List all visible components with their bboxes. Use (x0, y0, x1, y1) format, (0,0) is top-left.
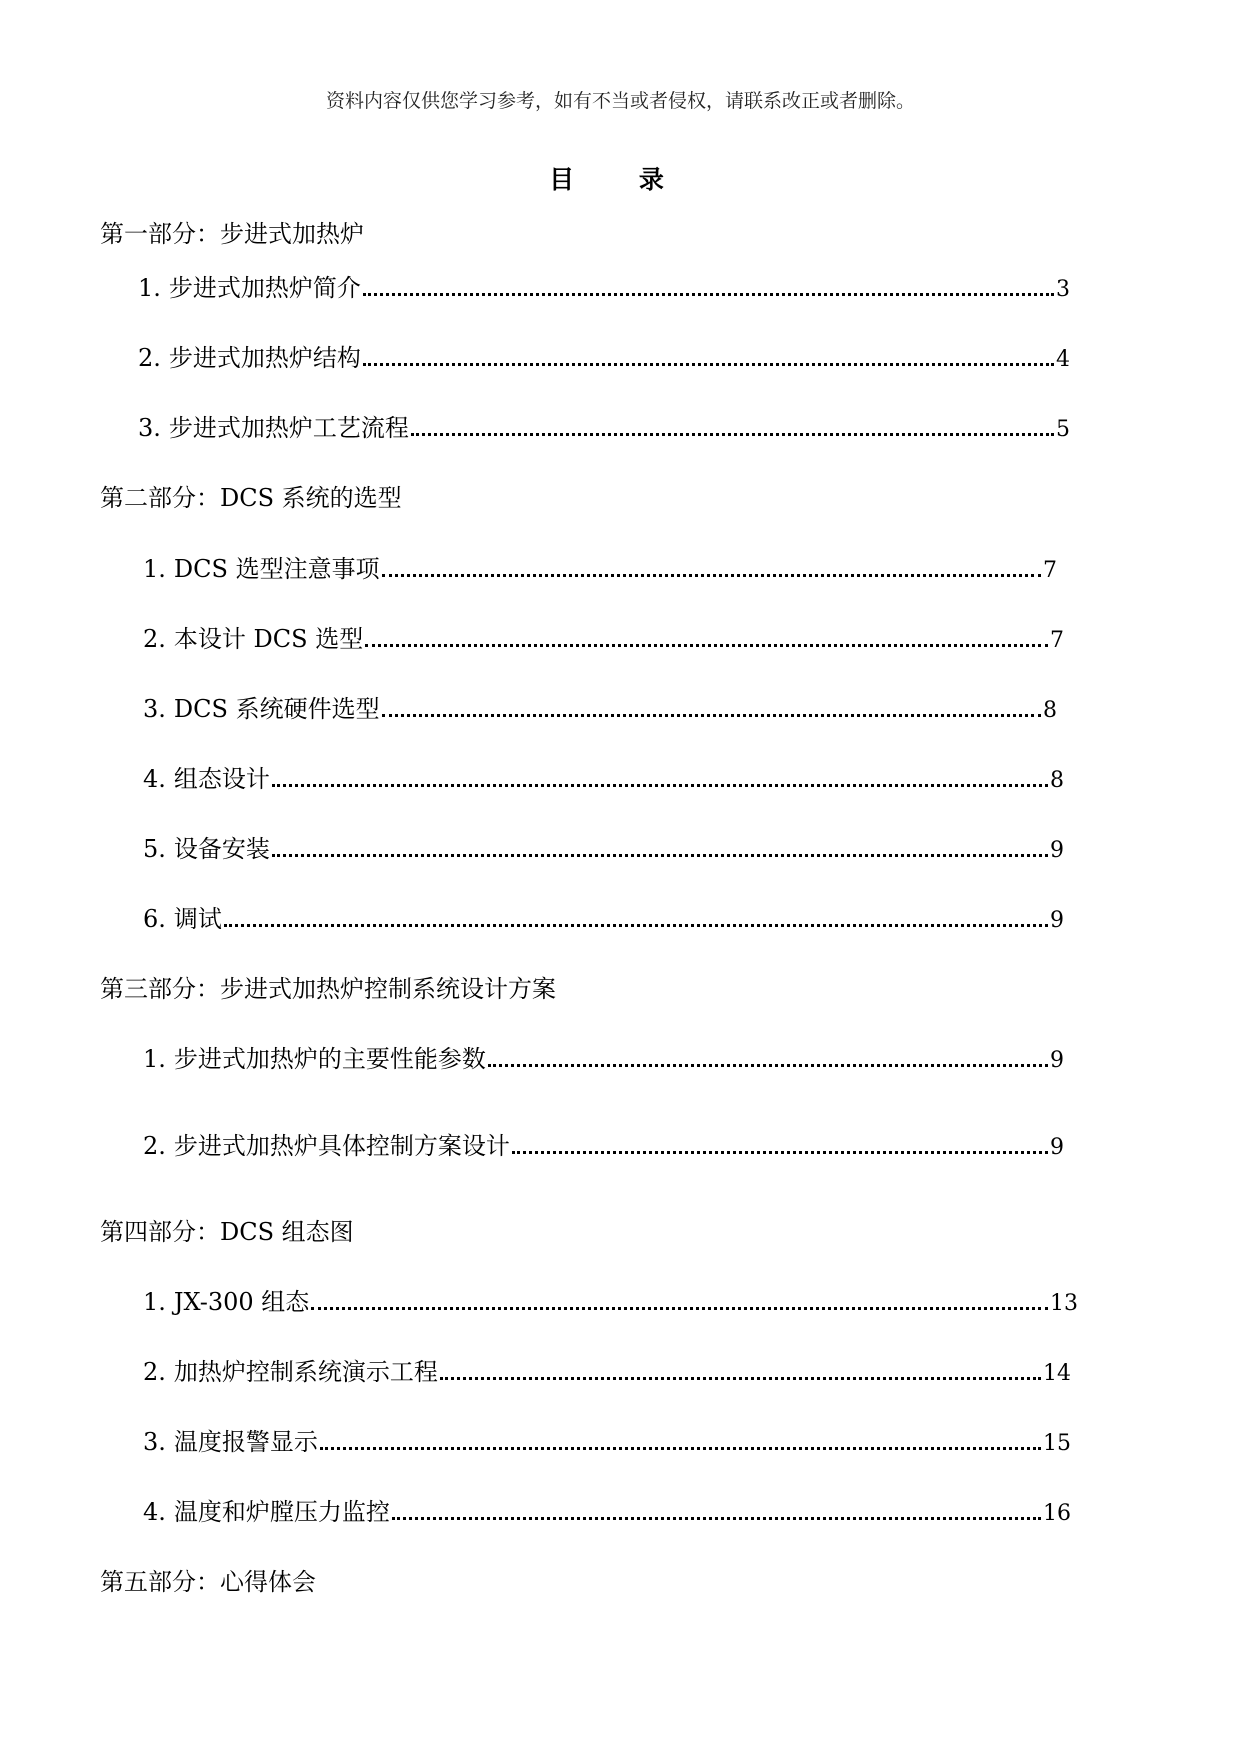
toc-entry-page: 15 (1043, 1431, 1071, 1456)
leader-dots (365, 631, 1048, 647)
toc-entry-text: 温度报警显示 (173, 1428, 318, 1456)
leader-dots (411, 420, 1054, 436)
toc-entry-number: 4. (143, 1498, 166, 1526)
leader-dots (488, 1051, 1048, 1067)
toc-entry-page: 13 (1050, 1291, 1078, 1316)
toc-entry-number: 1. (143, 555, 166, 583)
toc-entry[interactable] (143, 689, 1057, 724)
toc-entry-page: 9 (1050, 1135, 1064, 1160)
toc-entry-text: 设备安装 (173, 835, 270, 863)
toc-entry-number: 1. (143, 1288, 166, 1316)
toc-entry-page: 9 (1050, 838, 1064, 863)
toc-title: 目 录 (549, 165, 692, 194)
toc-entry[interactable] (143, 1126, 1064, 1161)
toc-entry[interactable] (143, 619, 1064, 654)
toc-entry-text: 步进式加热炉结构 (168, 344, 361, 372)
toc-entry-text: DCS 选型注意事项 (173, 555, 380, 583)
toc-entry-page: 5 (1056, 417, 1070, 442)
toc-entry-page: 16 (1043, 1501, 1071, 1526)
toc-entry-page: 8 (1043, 698, 1057, 723)
toc-entry[interactable] (143, 829, 1064, 864)
toc-entry-page: 3 (1056, 277, 1070, 302)
toc-entry-page: 4 (1056, 347, 1070, 372)
toc-entry-number: 1. (143, 1045, 166, 1073)
leader-dots (272, 841, 1048, 857)
toc-entry-text: 加热炉控制系统演示工程 (173, 1358, 438, 1386)
toc-entry-number: 3. (138, 414, 161, 442)
toc-entry-page: 7 (1050, 628, 1064, 653)
toc-entry-number: 1. (138, 274, 161, 302)
toc-part-5-title: 第五部分：心得体会 (100, 1568, 316, 1596)
toc-entry-text: 步进式加热炉工艺流程 (168, 414, 409, 442)
toc-entry-page: 8 (1050, 768, 1064, 793)
leader-dots (382, 701, 1041, 717)
toc-entry-number: 2. (138, 344, 161, 372)
toc-entry[interactable] (143, 899, 1064, 934)
toc-entry[interactable] (143, 1282, 1078, 1317)
toc-entry[interactable] (143, 549, 1057, 584)
toc-entry-number: 3. (143, 695, 166, 723)
leader-dots (363, 350, 1054, 366)
toc-entry-page: 14 (1043, 1361, 1071, 1386)
toc-part-2-title: 第二部分：DCS 系统的选型 (100, 484, 402, 512)
toc-entry-number: 2. (143, 1132, 166, 1160)
toc-entry-text: 温度和炉膛压力监控 (173, 1498, 390, 1526)
toc-entry[interactable] (143, 1492, 1071, 1527)
leader-dots (382, 561, 1041, 577)
toc-entry-text: 步进式加热炉的主要性能参数 (173, 1045, 486, 1073)
toc-entry-number: 3. (143, 1428, 166, 1456)
leader-dots (311, 1294, 1048, 1310)
toc-entry-text: DCS 系统硬件选型 (173, 695, 380, 723)
toc-entry[interactable] (143, 1352, 1071, 1387)
toc-entry[interactable] (143, 1422, 1071, 1457)
toc-entry[interactable] (143, 1039, 1064, 1074)
leader-dots (320, 1434, 1041, 1450)
leader-dots (224, 911, 1048, 927)
toc-entry[interactable] (138, 408, 1070, 443)
toc-entry-number: 5. (143, 835, 166, 863)
toc-entry-page: 9 (1050, 1048, 1064, 1073)
toc-entry-text: 本设计 DCS 选型 (173, 625, 364, 653)
toc-entry-text: 组态设计 (173, 765, 270, 793)
toc-entry-text: 步进式加热炉简介 (168, 274, 361, 302)
toc-entry[interactable] (143, 759, 1064, 794)
toc-entry-number: 2. (143, 625, 166, 653)
leader-dots (440, 1364, 1041, 1380)
leader-dots (272, 771, 1048, 787)
toc-entry-text: 步进式加热炉具体控制方案设计 (173, 1132, 510, 1160)
toc-part-1-title: 第一部分：步进式加热炉 (100, 220, 364, 248)
toc-entry[interactable] (138, 338, 1070, 373)
toc-entry-number: 6. (143, 905, 166, 933)
toc-part-4-title: 第四部分：DCS 组态图 (100, 1218, 354, 1246)
toc-entry-text: JX-300 组态 (173, 1288, 310, 1316)
toc-entry-page: 7 (1043, 558, 1057, 583)
leader-dots (512, 1138, 1048, 1154)
toc-entry-page: 9 (1050, 908, 1064, 933)
leader-dots (363, 280, 1054, 296)
toc-entry-text: 调试 (173, 905, 222, 933)
leader-dots (392, 1504, 1041, 1520)
disclaimer-header: 资料内容仅供您学习参考，如有不当或者侵权，请联系改正或者删除。 (325, 90, 915, 112)
toc-part-3-title: 第三部分：步进式加热炉控制系统设计方案 (100, 975, 556, 1003)
toc-entry[interactable] (138, 268, 1070, 303)
toc-entry-number: 4. (143, 765, 166, 793)
toc-entry-number: 2. (143, 1358, 166, 1386)
